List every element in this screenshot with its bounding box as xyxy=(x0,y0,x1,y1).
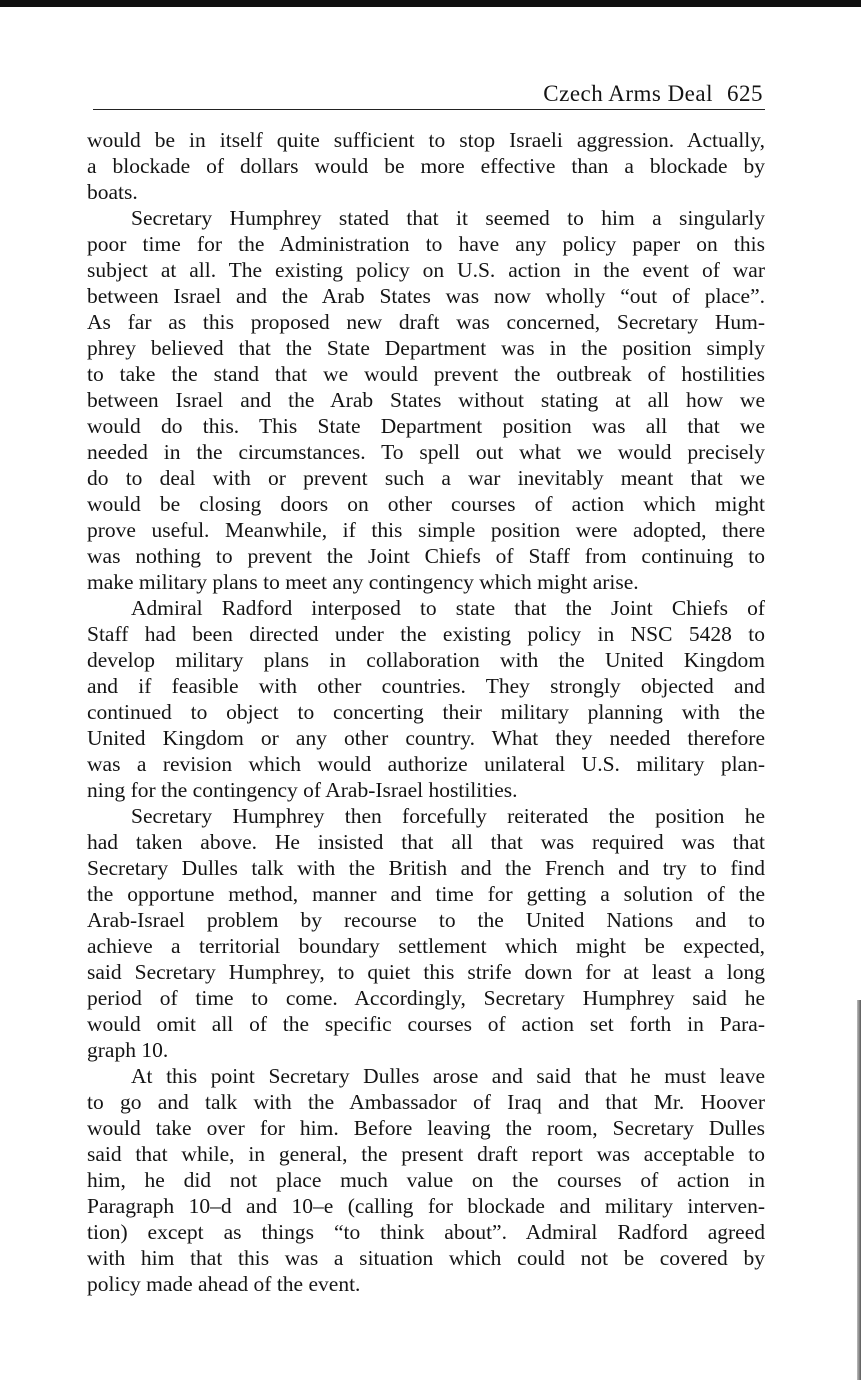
text-line: develop military plans in collaboration with the United Kingdom xyxy=(87,648,765,672)
text-line: phrey believed that the State Department was in the position simply xyxy=(87,336,765,360)
text-line: would take over for him. Before leaving the room, Secretary Dulles xyxy=(87,1116,765,1140)
text-line: United Kingdom or any other country. What they needed therefore xyxy=(87,726,765,750)
text-line: with him that this was a situation which could not be covered by xyxy=(87,1246,765,1270)
page-top-edge xyxy=(0,0,861,7)
text-line: policy made ahead of the event. xyxy=(87,1272,361,1296)
text-line: needed in the circumstances. To spell out what we would precisely xyxy=(87,440,765,464)
paragraph xyxy=(87,1063,765,1297)
paragraph xyxy=(87,595,765,803)
text-line: between Israel and the Arab States without stating at all how we xyxy=(87,388,765,412)
text-line: Secretary Humphrey then forcefully reiterated the position he xyxy=(131,804,765,828)
text-line: and if feasible with other countries. They strongly objected and xyxy=(87,674,765,698)
paragraph xyxy=(87,205,765,595)
paragraph xyxy=(87,803,765,1063)
text-line: achieve a territorial boundary settlement which might be expected, xyxy=(87,934,765,958)
text-line: period of time to come. Accordingly, Secretary Humphrey said he xyxy=(87,986,765,1010)
text-line: ning for the contingency of Arab-Israel hostilities. xyxy=(87,778,518,802)
text-line: do to deal with or prevent such a war inevitably meant that we xyxy=(87,466,765,490)
text-line: Secretary Dulles talk with the British and the French and try to find xyxy=(87,856,765,880)
text-line: said that while, in general, the present draft report was acceptable to xyxy=(87,1142,765,1166)
text-line: between Israel and the Arab States was now wholly “out of place”. xyxy=(87,284,765,308)
text-line: As far as this proposed new draft was concerned, Secretary Hum- xyxy=(87,310,765,334)
body-text xyxy=(87,127,765,1297)
text-line: would be closing doors on other courses of action which might xyxy=(87,492,765,516)
text-line: At this point Secretary Dulles arose and said that he must leave xyxy=(131,1064,765,1088)
text-line: said Secretary Humphrey, to quiet this strife down for at least a long xyxy=(87,960,765,984)
text-line: to go and talk with the Ambassador of Iraq and that Mr. Hoover xyxy=(87,1090,765,1114)
text-line: tion) except as things “to think about”. Admiral Radford agreed xyxy=(87,1220,765,1244)
paragraph xyxy=(87,127,765,205)
text-line: had taken above. He insisted that all that was required was that xyxy=(87,830,765,854)
text-line: would omit all of the specific courses of action set forth in Para- xyxy=(87,1012,765,1036)
text-line: a blockade of dollars would be more effective than a blockade by xyxy=(87,154,765,178)
text-line: him, he did not place much value on the courses of action in xyxy=(87,1168,765,1192)
text-line: Admiral Radford interposed to state that the Joint Chiefs of xyxy=(131,596,765,620)
text-line: Staff had been directed under the existing policy in NSC 5428 to xyxy=(87,622,765,646)
text-line: graph 10. xyxy=(87,1038,169,1062)
text-line: continued to object to concerting their military planning with the xyxy=(87,700,765,724)
text-line: was a revision which would authorize unilateral U.S. military plan- xyxy=(87,752,765,776)
text-line: poor time for the Administration to have any policy paper on this xyxy=(87,232,765,256)
running-header xyxy=(93,81,765,110)
text-line: Arab-Israel problem by recourse to the United Nations and to xyxy=(87,908,765,932)
text-line: make military plans to meet any contingency which might arise. xyxy=(87,570,639,594)
header-rule xyxy=(93,109,765,110)
text-line: Paragraph 10–d and 10–e (calling for blockade and military interven- xyxy=(87,1194,765,1218)
text-line: would do this. This State Department position was all that we xyxy=(87,414,765,438)
text-line: would be in itself quite sufficient to stop Israeli aggression. Actually, xyxy=(87,128,765,152)
text-line: was nothing to prevent the Joint Chiefs of Staff from continuing to xyxy=(87,544,765,568)
page-right-edge xyxy=(857,1000,861,1380)
text-line: boats. xyxy=(87,180,138,204)
text-line: Secretary Humphrey stated that it seemed to him a singularly xyxy=(131,206,765,230)
text-line: prove useful. Meanwhile, if this simple position were adopted, there xyxy=(87,518,765,542)
running-title: Czech Arms Deal xyxy=(543,81,713,106)
text-line: subject at all. The existing policy on U.S. action in the event of war xyxy=(87,258,765,282)
text-line: the opportune method, manner and time for getting a solution of the xyxy=(87,882,765,906)
header-text xyxy=(543,81,763,107)
text-line: to take the stand that we would prevent the outbreak of hostilities xyxy=(87,362,765,386)
page-number: 625 xyxy=(727,81,763,106)
